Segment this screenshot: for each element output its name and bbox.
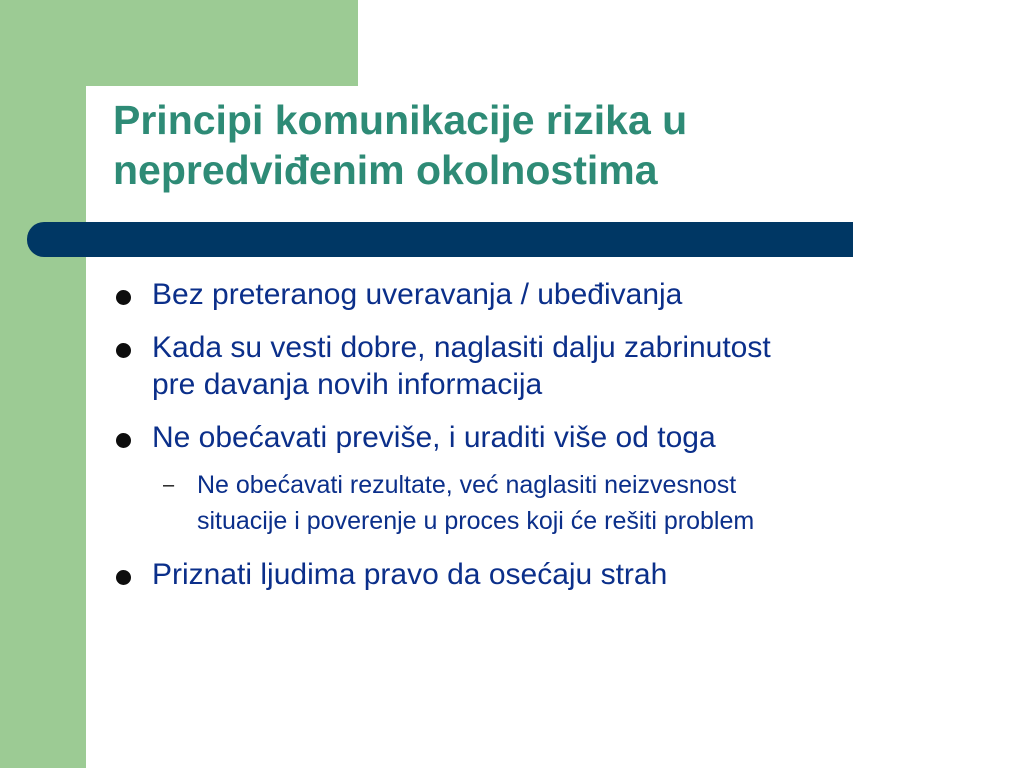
bullet-list (0, 276, 1024, 609)
sub-bullet-item-1-text-line-2: situacije i poverenje u proces koji će rešiti problem (197, 507, 755, 535)
bullet-item-2-text-line-1: Kada su vesti dobre, naglasiti dalju zabrinutost (152, 331, 771, 364)
bullet-item-4 (0, 556, 1024, 593)
title-divider-bar (27, 222, 853, 257)
dash-marker-icon: – (163, 474, 175, 496)
bullet-dot-icon (116, 570, 131, 585)
bullet-item-3 (0, 419, 1024, 456)
slide-title (113, 95, 993, 195)
decor-green-band-top (0, 0, 358, 86)
bullet-item-3-text: Ne obećavati previše, i uraditi više od toga (152, 421, 716, 454)
sub-bullet-item-1 (0, 467, 1024, 539)
bullet-item-1-text: Bez preteranog uveravanja / ubeđivanja (152, 278, 683, 311)
bullet-dot-icon (116, 290, 131, 305)
slide-title-line-1: Principi komunikacije rizika u (113, 97, 688, 143)
bullet-item-1 (0, 276, 1024, 313)
bullet-dot-icon (116, 433, 131, 448)
bullet-item-2 (0, 329, 1024, 403)
bullet-dot-icon (116, 343, 131, 358)
slide-title-line-2: nepredviđenim okolnostima (113, 147, 658, 193)
bullet-item-2-text-line-2: pre davanja novih informacija (152, 368, 543, 401)
sub-bullet-item-1-text-line-1: Ne obećavati rezultate, već naglasiti neizvesnost (197, 471, 737, 499)
bullet-item-4-text: Priznati ljudima pravo da osećaju strah (152, 558, 668, 591)
